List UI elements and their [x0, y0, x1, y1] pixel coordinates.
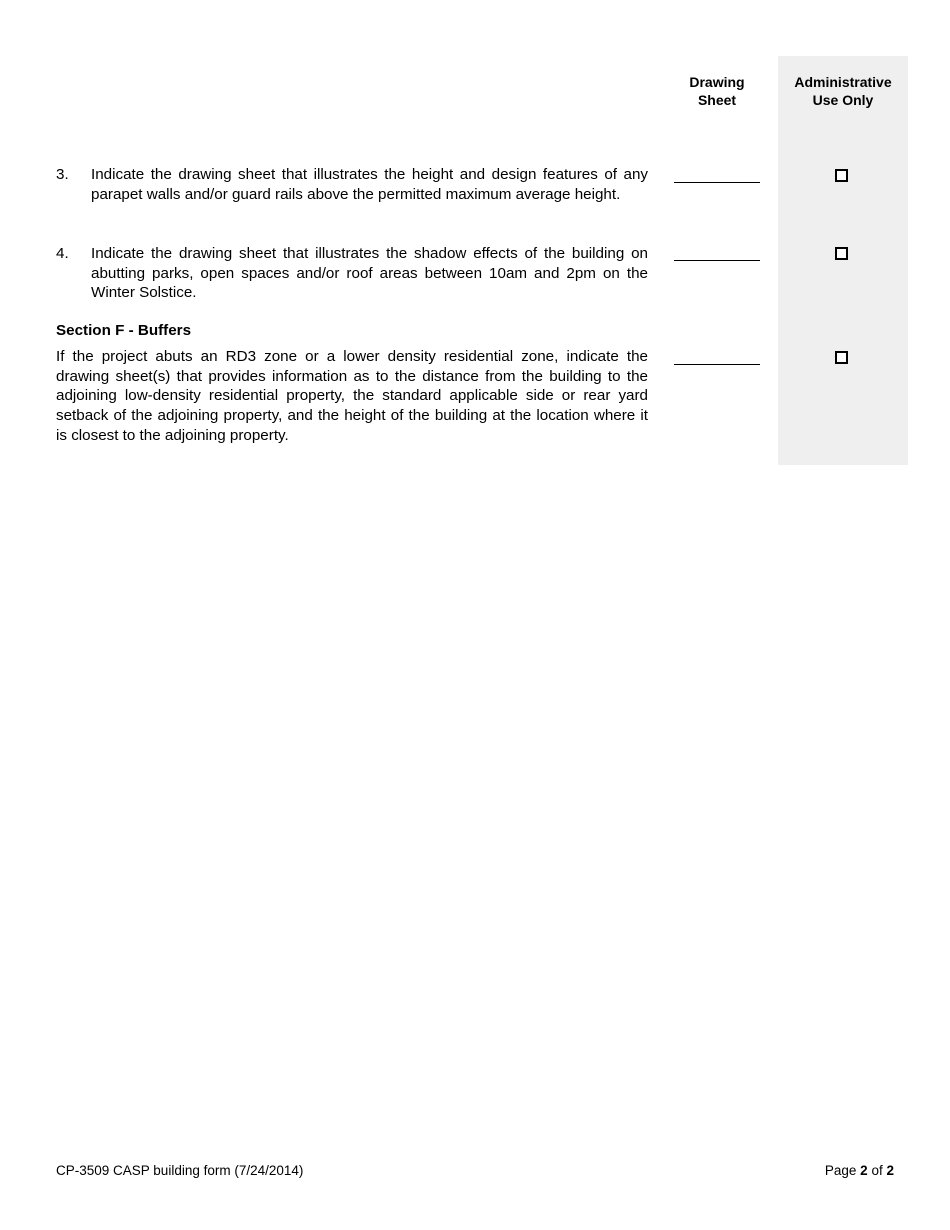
administrative-use-column-background	[778, 56, 908, 465]
checklist-item-4	[56, 244, 648, 303]
drawing-sheet-header-line-1: Drawing	[689, 74, 745, 90]
page-label: Page	[824, 1163, 857, 1178]
section-f-heading: Section F - Buffers	[56, 322, 192, 339]
item-number: 3.	[56, 166, 69, 183]
page-number	[825, 1162, 894, 1180]
form-identifier: CP-3509 CASP building form (7/24/2014)	[56, 1163, 304, 1178]
drawing-sheet-header-line-2: Sheet	[697, 92, 737, 108]
drawing-sheet-blank-item-3[interactable]	[674, 182, 760, 183]
item-number: 4.	[56, 245, 69, 262]
administrative-header-line-2: Use Only	[812, 92, 874, 108]
admin-checkbox-item-4[interactable]	[835, 247, 848, 260]
section-f-text: If the project abuts an RD3 zone or a lower density residential zone, indicate the drawing sheet(s) that provides information as to the distance from the building to the adjoining low-density residential property, the standard applicable side or rear yard setback of the adjoining property, and the height of the building at the location where it is closest to the adjoining property.	[56, 348, 648, 444]
item-text: Indicate the drawing sheet that illustrates the shadow effects of the building on abutting parks, open spaces and/or roof areas between 10am and 2pm on the Winter Solstice.	[91, 245, 648, 302]
administrative-header-line-1: Administrative	[794, 74, 892, 90]
item-text: Indicate the drawing sheet that illustrates the height and design features of any parapet walls and/or guard rails above the permitted maximum average height.	[91, 166, 648, 203]
page-total: 2	[886, 1163, 894, 1178]
checklist-item-3	[56, 165, 648, 204]
admin-checkbox-section-f[interactable]	[835, 351, 848, 364]
admin-checkbox-item-3[interactable]	[835, 169, 848, 182]
page-current: 2	[860, 1163, 868, 1178]
administrative-use-column-header	[778, 73, 908, 109]
drawing-sheet-blank-section-f[interactable]	[674, 364, 760, 365]
page-of: of	[871, 1163, 883, 1178]
drawing-sheet-column-header	[672, 73, 762, 109]
drawing-sheet-blank-item-4[interactable]	[674, 260, 760, 261]
